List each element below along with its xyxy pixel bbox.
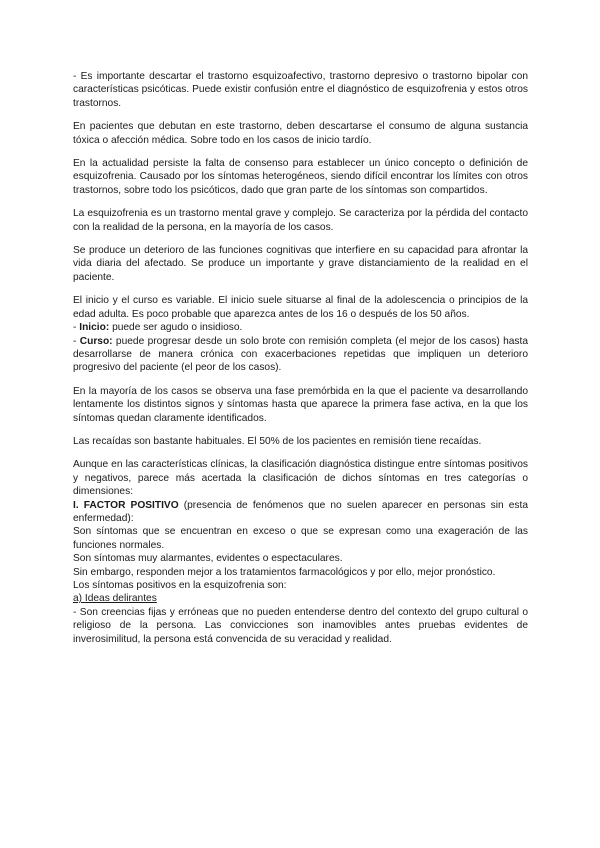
paragraph-delusions-definition: - Son creencias fijas y erróneas que no pueden entenderse dentro del contexto del grupo cultural o religioso de la persona. Las convicciones son inamovibles antes pruebas evidentes de inverosimilitud, la persona está convencida de su veracidad y realidad. xyxy=(73,606,528,645)
paragraph-excess-symptoms: Son síntomas que se encuentran en exceso o que se expresan como una exageración de las funciones normales. xyxy=(73,526,528,551)
paragraph-onset-course: El inicio y el curso es variable. El inicio suele situarse al final de la adolescencia o principios de la edad adulta. Es poco probable que aparezca antes de los 16 o después de los 50 años. xyxy=(73,295,528,320)
paragraph-inicio xyxy=(73,321,528,334)
label-inicio: Inicio: xyxy=(79,322,110,334)
paragraph-factor-positivo xyxy=(73,499,528,526)
label-curso: Curso: xyxy=(79,335,113,347)
text-curso: puede progresar desde un solo brote con remisión completa (el mejor de los casos) hasta desarrollarse de manera crónica con exacerbaciones repetidas que impliquen un deterioro progresivo del paciente (el peor de los casos). xyxy=(73,335,528,374)
subheading-text: a) Ideas delirantes xyxy=(73,593,157,605)
text-factor-positivo: (presencia de fenómenos que no suelen aparecer en personas sin esta enfermedad): xyxy=(73,499,528,524)
paragraph-treatment-response: Sin embargo, responden mejor a los tratamientos farmacológicos y por ello, mejor pronóstico. xyxy=(73,566,496,578)
dash-curso: - xyxy=(73,335,80,347)
paragraph-cognitive-deterioration: Se produce un deterioro de las funciones cognitivas que interfiere en su capacidad para afrontar la vida diaria del afectado. Se produce un importante y grave distanciamiento de la realidad en el paciente. xyxy=(73,245,528,283)
text-inicio: puede ser agudo o insidioso. xyxy=(109,322,243,334)
paragraph-curso xyxy=(73,335,528,375)
paragraph-positive-symptoms-intro: Los síntomas positivos en la esquizofrenia son: xyxy=(73,580,287,591)
paragraph-relapses: Las recaídas son bastante habituales. El 50% de los pacientes en remisión tiene recaídas. xyxy=(73,435,482,447)
paragraph-lack-of-consensus: En la actualidad persiste la falta de consenso para establecer un único concepto o definición de esquizofrenia. Causado por los síntomas heterogéneos, siendo difícil encontrar los límites con otros trastornos, sobre todo los psicóticos, dado que gran parte de los síntomas son compartidos. xyxy=(73,158,528,196)
subheading-ideas-delirantes xyxy=(73,592,528,605)
heading-factor-positivo: I. FACTOR POSITIVO xyxy=(73,499,179,511)
paragraph-classification: Aunque en las características clínicas, la clasificación diagnóstica distingue entre síntomas positivos y negativos, parece más acertada la clasificación de dichos síntomas en tres categorías o dimensiones: xyxy=(73,459,528,498)
paragraph-definition: La esquizofrenia es un trastorno mental grave y complejo. Se caracteriza por la pérdida del contacto con la realidad de la persona, en la mayoría de los casos. xyxy=(73,208,528,233)
paragraph-premorbid-phase: En la mayoría de los casos se observa una fase premórbida en la que el paciente va desarrollando lentamente los distintos signos y síntomas hasta que aparece la primera fase activa, en la que los síntomas quedan claramente identificados. xyxy=(73,385,528,424)
paragraph-differential-diagnosis: - Es importante descartar el trastorno esquizoafectivo, trastorno depresivo o trastorno bipolar con características psicóticas. Puede existir confusión entre el diagnóstico de esquizofrenia y estos otros trastornos. xyxy=(73,71,528,109)
dash-inicio: - xyxy=(73,322,80,334)
paragraph-alarming-symptoms: Son síntomas muy alarmantes, evidentes o espectaculares. xyxy=(73,553,343,565)
paragraph-toxic-exclusion: En pacientes que debutan en este trastorno, deben descartarse el consumo de alguna sustancia tóxica o afección médica. Sobre todo en los casos de inicio tardío. xyxy=(73,121,528,146)
document-page xyxy=(73,70,528,646)
